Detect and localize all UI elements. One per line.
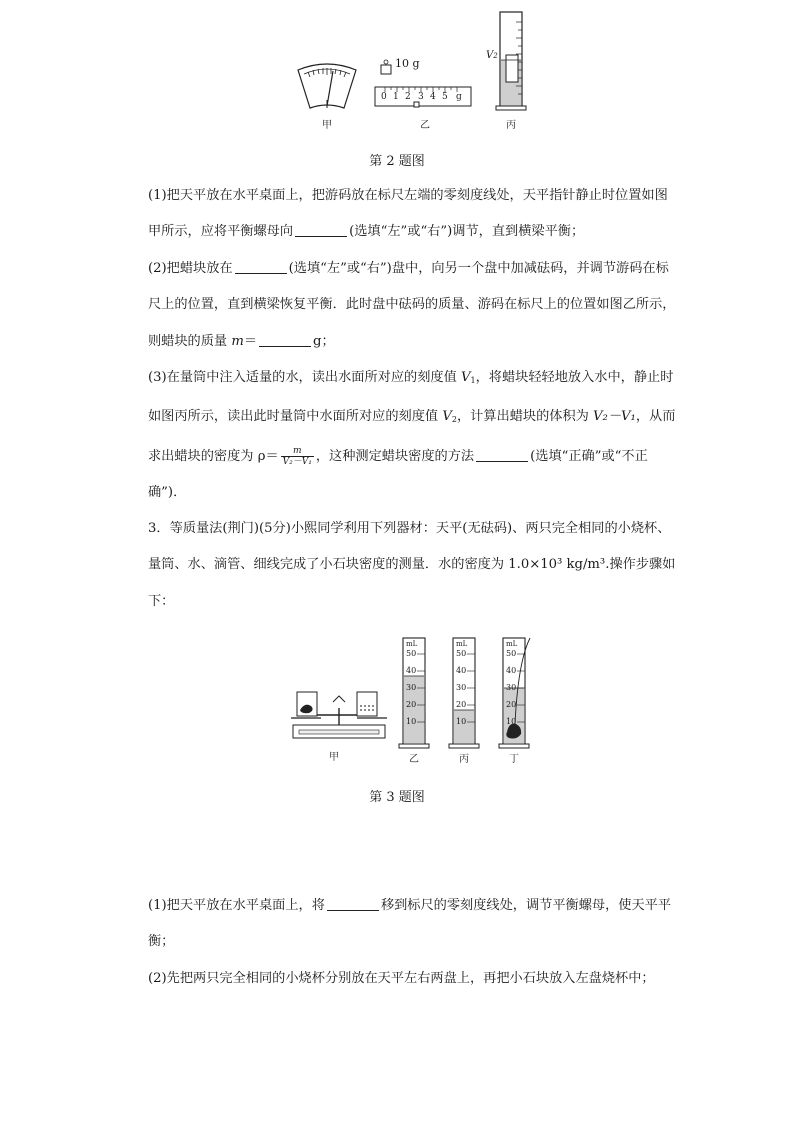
fig3-label-ding: 丁	[509, 754, 519, 765]
ruler-tick-3: 3	[418, 92, 424, 102]
fig3-label-jia: 甲	[329, 752, 339, 763]
cyl-bing-tick-40: 40	[456, 666, 467, 675]
cyl-ding-tick-20: 20	[506, 700, 517, 709]
figure-2-caption: 第 2 题图	[369, 154, 425, 169]
cyl-bing-tick-50: 50	[456, 649, 467, 658]
cyl-ding-tick-40: 40	[506, 666, 517, 675]
cyl-bing-unit: mL	[456, 640, 468, 648]
ruler-tick-2: 2	[405, 92, 411, 102]
cyl-ding-tick-30: 30	[506, 683, 517, 692]
cyl-yi-tick-30: 30	[406, 683, 417, 692]
ruler-tick-5: 5	[442, 92, 448, 102]
ruler-tick-1: 1	[393, 92, 399, 102]
cyl-yi-unit: mL	[406, 640, 418, 648]
answer-blank[interactable]	[235, 259, 287, 274]
answer-blank[interactable]	[259, 332, 311, 347]
question-3-intro: 3．等质量法(荆门)(5分)小熙同学利用下列器材：天平(无砝码)、两只完全相同的小烧杯、量筒、水、滴管、细线完成了小石块密度的测量．水的密度为 1.0×10³ kg/m³.操作步骤如下：	[148, 521, 676, 609]
density-fraction: $\frac{m}{\text{V₂－V₁}}$	[282, 445, 312, 467]
weight-label: 10 g	[395, 57, 420, 70]
cylinder-mark-label: V2	[486, 50, 498, 61]
q3-step-2: (2)先把两只完全相同的小烧杯分别放在天平左右两盘上，再把小石块放入左盘烧杯中；	[148, 970, 655, 986]
answer-blank[interactable]	[327, 896, 379, 911]
balance-dial-drawing	[298, 64, 356, 108]
cyl-yi-tick-50: 50	[406, 649, 417, 658]
ruler-tick-4: 4	[430, 92, 436, 102]
figure-2	[280, 8, 540, 133]
cylinder-drawing	[496, 12, 526, 110]
ruler-unit: g	[456, 92, 462, 102]
cyl-bing-tick-10: 10	[456, 717, 467, 726]
figure-3-caption: 第 3 题图	[369, 790, 425, 805]
ruler-tick-0: 0	[381, 92, 387, 102]
cyl-ding-unit: mL	[506, 640, 518, 648]
cyl-ding-tick-10: 10	[506, 717, 517, 726]
q2-part-1: (1)把天平放在水平桌面上，把游码放在标尺左端的零刻度线处，天平指针静止时位置如图甲所示，应将平衡螺母向 (选填“左”或“右”)调节，直到横梁平衡；	[148, 188, 668, 240]
question-2-body	[120, 178, 680, 512]
cyl-yi-tick-10: 10	[406, 717, 417, 726]
cyl-bing-tick-20: 20	[456, 700, 467, 709]
cyl-ding-tick-50: 50	[506, 649, 517, 658]
answer-blank[interactable]	[476, 447, 528, 462]
cyl-yi-tick-40: 40	[406, 666, 417, 675]
fig2-label-bing: 丙	[506, 120, 516, 131]
cyl-bing-tick-30: 30	[456, 683, 467, 692]
fig2-label-yi: 乙	[420, 120, 430, 131]
q3-step-1: (1)把天平放在水平桌面上，将 移到标尺的零刻度线处，调节平衡螺母，使天平平衡；	[148, 898, 672, 950]
fig3-label-bing: 丙	[459, 754, 469, 765]
fig2-label-jia: 甲	[322, 120, 332, 131]
q2-part-2: (2)把蜡块放在 (选填“左”或“右”)盘中，向另一个盘中加减砝码，并调节游码在标尺上的位置，直到横梁恢复平衡．此时盘中砝码的质量、游码在标尺上的位置如图乙所示，则蜡块的质量 m＝ g；	[148, 260, 676, 349]
question-3-steps	[120, 888, 680, 997]
answer-blank[interactable]	[295, 222, 347, 237]
balance-drawing	[291, 692, 387, 738]
q2-part-3: (3)在量筒中注入适量的水，读出水面所对应的刻度值 $V_1$，将蜡块轻轻地放入水中，静止时如图丙所示，读出此时量筒中水面所对应的刻度值 $V_2$，计算出蜡块的体积为 V₂－V₁，从而求出蜡块的密度为 ρ＝ $\frac{m}{\text{V₂－V₁}}$ ，这种测定蜡块密度的方法 (选填“正确”或“不正确”)．	[148, 370, 676, 501]
fig3-label-yi: 乙	[409, 754, 419, 765]
figure-3	[285, 632, 545, 767]
cyl-yi-tick-20: 20	[406, 700, 417, 709]
